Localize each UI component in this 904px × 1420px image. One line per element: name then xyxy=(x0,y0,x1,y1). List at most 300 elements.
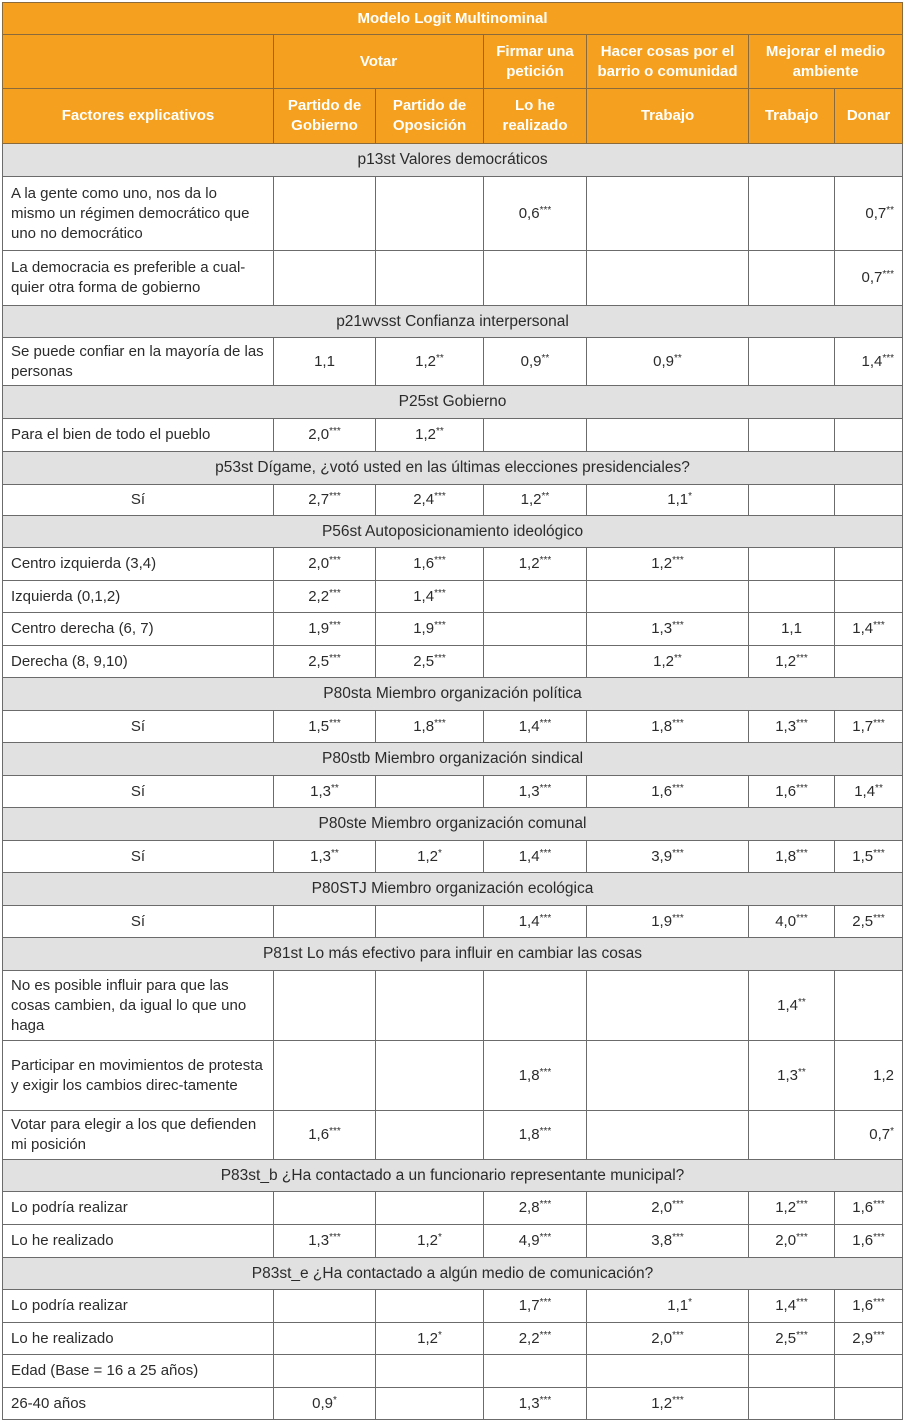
value-cell xyxy=(376,177,484,251)
value-cell xyxy=(484,613,587,646)
value-cell xyxy=(376,581,484,613)
table-row xyxy=(3,646,903,678)
section-header-row xyxy=(3,808,903,841)
factor-label: Izquierda (0,1,2) xyxy=(3,581,274,613)
table-row xyxy=(3,711,903,743)
section-title: P56st Autoposicionamiento ideológico xyxy=(3,516,903,548)
value-cell xyxy=(587,1290,749,1323)
coefficient-value: 1,3 xyxy=(651,620,673,637)
coefficient-value: 2,0 xyxy=(308,426,330,443)
value-cell xyxy=(484,776,587,808)
value-cell xyxy=(835,1388,903,1420)
value-cell xyxy=(749,841,835,873)
coefficient-value: 0,7 xyxy=(861,269,883,286)
table-row xyxy=(3,1355,903,1388)
column-header-factores: Factores explicativos xyxy=(3,89,274,144)
significance-stars: *** xyxy=(434,555,446,566)
factor-label: Votar para elegir a los que defienden mi posición xyxy=(3,1111,274,1160)
value-cell xyxy=(587,971,749,1041)
value-cell xyxy=(749,906,835,938)
table-row xyxy=(3,613,903,646)
value-cell xyxy=(274,1041,376,1111)
column-header-trabajo-barrio: Trabajo xyxy=(587,89,749,144)
value-cell xyxy=(587,1041,749,1111)
value-cell xyxy=(484,1290,587,1323)
value-cell xyxy=(274,1323,376,1355)
value-cell xyxy=(274,338,376,386)
significance-stars: ** xyxy=(331,782,339,794)
coefficient-value: 1,7 xyxy=(852,717,874,735)
significance-stars: *** xyxy=(539,1329,552,1341)
value-cell xyxy=(376,776,484,808)
factor-label: La democracia es preferible a cual-quier otra forma de gobierno xyxy=(3,251,274,306)
factor-label: Lo podría realizar xyxy=(3,1290,274,1323)
section-title: P80stb Miembro organización sindical xyxy=(3,743,903,776)
coefficient-value: 1,1 xyxy=(781,620,802,637)
significance-stars: *** xyxy=(434,652,446,664)
coefficient-value: 1,2 xyxy=(775,1199,797,1216)
significance-stars: *** xyxy=(873,912,885,924)
factor-label: 26-40 años xyxy=(3,1388,274,1420)
value-cell xyxy=(484,1041,587,1111)
factor-label: Se puede confiar en la mayoría de las personas xyxy=(3,338,274,386)
value-cell xyxy=(376,1111,484,1160)
coefficient-value: 2,4 xyxy=(413,491,435,508)
value-cell xyxy=(376,1041,484,1111)
table-row xyxy=(3,1225,903,1258)
coefficient-value: 1,8 xyxy=(518,1126,540,1143)
significance-stars: *** xyxy=(873,620,885,631)
significance-stars: *** xyxy=(539,782,552,794)
value-cell xyxy=(749,177,835,251)
value-cell xyxy=(587,338,749,386)
column-header-partido-oposicion: Partido de Oposición xyxy=(376,89,484,144)
significance-stars: ** xyxy=(541,352,550,364)
significance-stars: *** xyxy=(672,1329,684,1341)
value-cell xyxy=(587,613,749,646)
value-cell xyxy=(749,338,835,386)
value-cell xyxy=(484,581,587,613)
value-cell xyxy=(376,1323,484,1355)
value-cell xyxy=(376,906,484,938)
section-header-row xyxy=(3,873,903,906)
value-cell xyxy=(484,1323,587,1355)
value-cell xyxy=(484,1388,587,1420)
group-header-barrio: Hacer cosas por el barrio o comunidad xyxy=(587,35,749,89)
value-cell xyxy=(484,177,587,251)
section-title: p21wvsst Confianza interpersonal xyxy=(3,306,903,338)
coefficient-value: 1,5 xyxy=(852,847,874,865)
value-cell xyxy=(749,971,835,1041)
coefficient-value: 2,7 xyxy=(308,491,330,508)
table-row xyxy=(3,841,903,873)
value-cell xyxy=(749,251,835,306)
table-row xyxy=(3,419,903,452)
significance-stars: * xyxy=(437,847,442,859)
value-cell xyxy=(749,776,835,808)
value-cell xyxy=(484,1111,587,1160)
value-cell xyxy=(835,1323,903,1355)
value-cell xyxy=(749,548,835,581)
value-cell xyxy=(274,1388,376,1420)
value-cell xyxy=(484,841,587,873)
value-cell xyxy=(376,613,484,646)
value-cell xyxy=(835,711,903,743)
coefficient-value: 1,3 xyxy=(308,1232,330,1249)
value-cell xyxy=(749,1192,835,1225)
coefficient-value: 1,4 xyxy=(775,1297,797,1314)
significance-stars: * xyxy=(437,1232,442,1243)
value-cell xyxy=(274,776,376,808)
significance-stars: *** xyxy=(796,1297,808,1308)
value-cell xyxy=(376,646,484,678)
significance-stars: *** xyxy=(329,491,341,502)
value-cell xyxy=(484,419,587,452)
factor-label: Participar en movimientos de protesta y exigir los cambios direc-tamente xyxy=(3,1041,274,1111)
value-cell xyxy=(376,1355,484,1388)
value-cell xyxy=(484,1192,587,1225)
significance-stars: *** xyxy=(539,912,552,924)
significance-stars: *** xyxy=(796,1329,808,1341)
significance-stars: *** xyxy=(434,717,446,729)
significance-stars: *** xyxy=(672,782,684,794)
column-header-trabajo-ambiente: Trabajo xyxy=(749,89,835,144)
coefficient-value: 0,9 xyxy=(520,352,542,370)
value-cell xyxy=(376,1388,484,1420)
section-title: P83st_b ¿Ha contactado a un funcionario representante municipal? xyxy=(3,1160,903,1192)
section-title: P80sta Miembro organización política xyxy=(3,678,903,711)
value-cell xyxy=(274,548,376,581)
value-cell xyxy=(835,251,903,306)
coefficient-value: 1,3 xyxy=(777,1066,799,1084)
coefficient-value: 1,4 xyxy=(852,620,874,637)
factor-label: No es posible influir para que las cosas cambien, da igual lo que uno haga xyxy=(3,971,274,1041)
coefficient-value: 1,4 xyxy=(854,782,876,800)
value-cell xyxy=(749,1041,835,1111)
value-cell xyxy=(484,1355,587,1388)
coefficient-value: 3,9 xyxy=(651,847,673,865)
value-cell xyxy=(749,1355,835,1388)
table-row xyxy=(3,177,903,251)
value-cell xyxy=(835,1192,903,1225)
value-cell xyxy=(835,177,903,251)
value-cell xyxy=(749,646,835,678)
factor-label: Para el bien de todo el pueblo xyxy=(3,419,274,452)
coefficient-value: 0,6 xyxy=(518,204,540,222)
significance-stars: *** xyxy=(873,1199,885,1210)
coefficient-value: 1,8 xyxy=(775,847,797,865)
significance-stars: *** xyxy=(672,620,684,631)
coefficient-value: 2,2 xyxy=(518,1329,540,1347)
value-cell xyxy=(274,971,376,1041)
value-cell xyxy=(835,1225,903,1258)
value-cell xyxy=(587,1111,749,1160)
value-cell xyxy=(376,841,484,873)
coefficient-value: 1,5 xyxy=(308,717,330,735)
coefficient-value: 2,8 xyxy=(518,1199,540,1216)
significance-stars: ** xyxy=(798,996,806,1008)
value-cell xyxy=(587,177,749,251)
value-cell xyxy=(376,1290,484,1323)
value-cell xyxy=(376,971,484,1041)
significance-stars: *** xyxy=(873,717,885,729)
value-cell xyxy=(835,1290,903,1323)
coefficient-value: 1,4 xyxy=(413,587,435,605)
significance-stars: *** xyxy=(434,620,446,631)
value-cell xyxy=(835,971,903,1041)
section-title: P80STJ Miembro organización ecológica xyxy=(3,873,903,906)
table-row xyxy=(3,1111,903,1160)
value-cell xyxy=(484,1225,587,1258)
coefficient-value: 2,9 xyxy=(852,1329,874,1347)
coefficient-value: 1,9 xyxy=(308,620,330,637)
significance-stars: ** xyxy=(875,782,883,794)
section-header-row xyxy=(3,144,903,177)
table-row xyxy=(3,1192,903,1225)
value-cell xyxy=(749,711,835,743)
section-header-row xyxy=(3,452,903,485)
value-cell xyxy=(587,1323,749,1355)
coefficient-value: 2,2 xyxy=(308,587,330,605)
factor-label: Lo he realizado xyxy=(3,1323,274,1355)
value-cell xyxy=(749,1225,835,1258)
header-blank xyxy=(3,35,274,89)
significance-stars: ** xyxy=(674,352,682,364)
group-header-medio-ambiente: Mejorar el medio ambiente xyxy=(749,35,903,89)
table-row xyxy=(3,776,903,808)
significance-stars: *** xyxy=(672,847,684,859)
coefficient-value: 1,3 xyxy=(518,1394,540,1412)
significance-stars: *** xyxy=(329,1232,341,1243)
factor-label: Edad (Base = 16 a 25 años) xyxy=(3,1355,274,1388)
coefficient-value: 4,0 xyxy=(775,912,797,930)
coefficient-value: 3,8 xyxy=(651,1232,673,1249)
coefficient-value: 1,1 xyxy=(314,352,335,370)
section-header-row xyxy=(3,386,903,419)
section-header-row xyxy=(3,743,903,776)
coefficient-value: 1,6 xyxy=(852,1232,874,1249)
table-header xyxy=(3,3,903,144)
significance-stars: *** xyxy=(539,555,552,566)
value-cell xyxy=(274,1355,376,1388)
significance-stars: *** xyxy=(539,1199,552,1210)
significance-stars: *** xyxy=(329,1126,341,1137)
value-cell xyxy=(749,1388,835,1420)
value-cell xyxy=(749,581,835,613)
coefficient-value: 0,7 xyxy=(869,1126,891,1143)
column-header-partido-gobierno: Partido de Gobierno xyxy=(274,89,376,144)
value-cell xyxy=(835,906,903,938)
coefficient-value: 1,2 xyxy=(775,652,797,670)
significance-stars: *** xyxy=(873,1329,885,1341)
significance-stars: *** xyxy=(672,1394,684,1406)
significance-stars: *** xyxy=(329,587,341,599)
coefficient-value: 2,0 xyxy=(775,1232,797,1249)
significance-stars: * xyxy=(332,1394,337,1406)
value-cell xyxy=(274,906,376,938)
factor-label: Lo he realizado xyxy=(3,1225,274,1258)
factor-label: Centro izquierda (3,4) xyxy=(3,548,274,581)
significance-stars: *** xyxy=(539,1394,552,1406)
value-cell xyxy=(835,646,903,678)
value-cell xyxy=(376,485,484,516)
significance-stars: ** xyxy=(886,204,895,216)
value-cell xyxy=(749,1290,835,1323)
value-cell xyxy=(274,419,376,452)
coefficient-value: 1,7 xyxy=(518,1297,540,1314)
coefficient-value: 1,4 xyxy=(861,352,883,370)
coefficient-value: 2,5 xyxy=(775,1329,797,1347)
factor-label: A la gente como uno, nos da lo mismo un régimen democrático que uno no democrático xyxy=(3,177,274,251)
group-header-votar: Votar xyxy=(274,35,484,89)
factor-label: Sí xyxy=(3,841,274,873)
value-cell xyxy=(587,841,749,873)
section-header-row xyxy=(3,1160,903,1192)
significance-stars: *** xyxy=(882,352,895,364)
value-cell xyxy=(274,841,376,873)
value-cell xyxy=(376,711,484,743)
value-cell xyxy=(274,485,376,516)
coefficient-value: 1,8 xyxy=(518,1066,540,1084)
coefficient-value: 1,6 xyxy=(852,1297,874,1314)
significance-stars: * xyxy=(437,1329,442,1341)
significance-stars: *** xyxy=(796,717,808,729)
significance-stars: *** xyxy=(434,587,446,599)
coefficient-value: 2,5 xyxy=(308,652,330,670)
coefficient-value: 1,1 xyxy=(667,491,689,508)
value-cell xyxy=(587,485,749,516)
coefficient-value: 2,0 xyxy=(308,555,330,572)
value-cell xyxy=(274,177,376,251)
table-row xyxy=(3,1323,903,1355)
coefficient-value: 1,2 xyxy=(415,352,437,370)
significance-stars: *** xyxy=(796,652,808,664)
section-title: P81st Lo más efectivo para influir en cambiar las cosas xyxy=(3,938,903,971)
coefficient-value: 1,2 xyxy=(520,491,542,508)
factor-label: Sí xyxy=(3,485,274,516)
table-row xyxy=(3,251,903,306)
significance-stars: *** xyxy=(873,847,885,859)
value-cell xyxy=(587,1355,749,1388)
significance-stars: * xyxy=(688,491,692,502)
significance-stars: *** xyxy=(539,1232,552,1243)
value-cell xyxy=(274,1290,376,1323)
value-cell xyxy=(484,548,587,581)
value-cell xyxy=(274,1192,376,1225)
factor-label: Sí xyxy=(3,906,274,938)
section-title: P80ste Miembro organización comunal xyxy=(3,808,903,841)
value-cell xyxy=(484,251,587,306)
value-cell xyxy=(376,419,484,452)
value-cell xyxy=(587,548,749,581)
value-cell xyxy=(835,548,903,581)
section-title: p13st Valores democráticos xyxy=(3,144,903,177)
section-title: P83st_e ¿Ha contactado a algún medio de comunicación? xyxy=(3,1258,903,1290)
significance-stars: *** xyxy=(882,269,895,280)
significance-stars: *** xyxy=(329,652,341,664)
value-cell xyxy=(835,338,903,386)
significance-stars: *** xyxy=(672,555,684,566)
coefficient-value: 2,0 xyxy=(651,1329,673,1347)
significance-stars: *** xyxy=(873,1232,885,1243)
value-cell xyxy=(484,971,587,1041)
value-cell xyxy=(484,711,587,743)
factor-label: Sí xyxy=(3,711,274,743)
value-cell xyxy=(835,1111,903,1160)
table-row xyxy=(3,1290,903,1323)
value-cell xyxy=(749,1323,835,1355)
coefficient-value: 0,9 xyxy=(312,1394,333,1412)
significance-stars: ** xyxy=(541,491,550,502)
value-cell xyxy=(484,906,587,938)
value-cell xyxy=(749,485,835,516)
value-cell xyxy=(835,485,903,516)
logit-table-container xyxy=(2,2,903,1420)
significance-stars: ** xyxy=(798,1066,806,1078)
table-body xyxy=(3,144,903,1420)
value-cell xyxy=(835,581,903,613)
significance-stars: *** xyxy=(796,847,808,859)
significance-stars: *** xyxy=(434,491,446,502)
table-row xyxy=(3,1041,903,1111)
value-cell xyxy=(587,1225,749,1258)
value-cell xyxy=(749,1111,835,1160)
section-header-row xyxy=(3,516,903,548)
column-header-lo-he-realizado: Lo he realizado xyxy=(484,89,587,144)
value-cell xyxy=(376,1225,484,1258)
coefficient-value: 1,8 xyxy=(413,717,435,735)
value-cell xyxy=(484,338,587,386)
significance-stars: * xyxy=(890,1126,895,1137)
coefficient-value: 1,3 xyxy=(518,782,540,800)
coefficient-value: 1,4 xyxy=(518,847,540,865)
value-cell xyxy=(587,1192,749,1225)
value-cell xyxy=(376,1192,484,1225)
value-cell xyxy=(587,581,749,613)
value-cell xyxy=(274,251,376,306)
value-cell xyxy=(484,485,587,516)
significance-stars: *** xyxy=(796,782,808,794)
coefficient-value: 1,4 xyxy=(518,912,540,930)
significance-stars: *** xyxy=(329,426,341,437)
coefficient-value: 1,8 xyxy=(651,717,673,735)
value-cell xyxy=(274,646,376,678)
significance-stars: *** xyxy=(796,1232,808,1243)
coefficient-value: 1,2 xyxy=(518,555,540,572)
table-row xyxy=(3,971,903,1041)
value-cell xyxy=(376,548,484,581)
table-title: Modelo Logit Multinominal xyxy=(3,3,903,35)
factor-label: Derecha (8, 9,10) xyxy=(3,646,274,678)
coefficient-value: 1,6 xyxy=(308,1126,330,1143)
coefficient-value: 1,3 xyxy=(310,847,332,865)
coefficient-value: 1,6 xyxy=(413,555,435,572)
value-cell xyxy=(587,906,749,938)
value-cell xyxy=(835,841,903,873)
significance-stars: ** xyxy=(436,352,444,364)
value-cell xyxy=(274,711,376,743)
significance-stars: *** xyxy=(539,717,552,729)
value-cell xyxy=(274,1111,376,1160)
value-cell xyxy=(274,581,376,613)
value-cell xyxy=(835,776,903,808)
coefficient-value: 2,0 xyxy=(651,1199,673,1216)
significance-stars: *** xyxy=(796,1199,808,1210)
coefficient-value: 0,9 xyxy=(653,352,675,370)
significance-stars: *** xyxy=(539,204,552,216)
section-header-row xyxy=(3,938,903,971)
significance-stars: *** xyxy=(539,1297,552,1308)
